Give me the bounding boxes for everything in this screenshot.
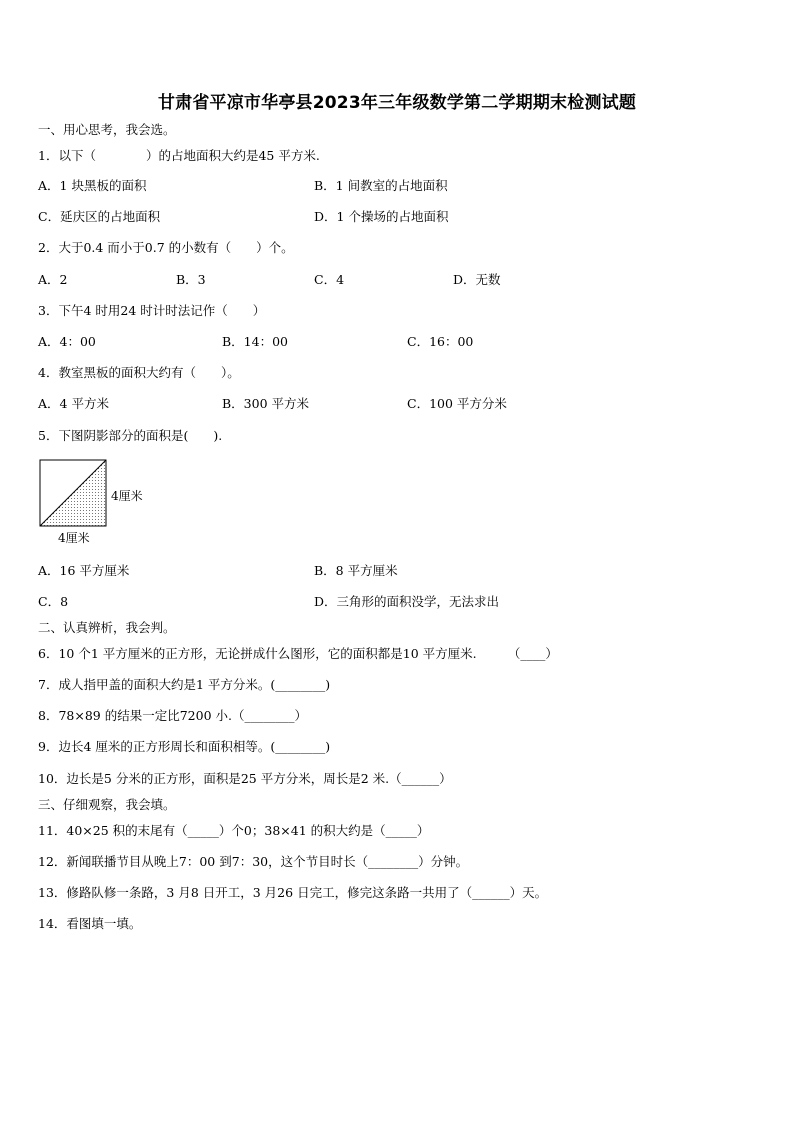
question-4-option-a: A．4 平方米	[38, 396, 109, 411]
question-4-option-c: C．100 平方分米	[407, 396, 507, 411]
section-heading-judge: 二、认真辨析，我会判。	[38, 620, 176, 635]
bottom-length-label: 4厘米	[58, 531, 90, 545]
section-heading-choice: 一、用心思考，我会选。	[38, 122, 176, 137]
question-13: 13．修路队修一条路，3 月8 日开工，3 月26 日完工，修完这条路一共用了（______）天。	[38, 885, 548, 900]
question-3-option-a: A．4：00	[38, 334, 96, 349]
question-14: 14．看图填一填。	[38, 916, 142, 931]
question-2-option-c: C．4	[314, 272, 345, 287]
question-1-stem: 1．以下（ ）的占地面积大约是45 平方米.	[38, 148, 320, 163]
page-title: 甘肃省平凉市华亭县2023年三年级数学第二学期期末检测试题	[157, 93, 637, 113]
question-3-stem: 3．下午4 时用24 时计时法记作（ ）	[38, 303, 266, 318]
section-heading-fill: 三、仔细观察，我会填。	[38, 797, 176, 812]
question-5-option-b: B．8 平方厘米	[314, 563, 398, 578]
question-2-option-a: A．2	[38, 272, 68, 287]
question-2-option-d: D．无数	[453, 272, 501, 287]
question-4-stem: 4．教室黑板的面积大约有（ ）。	[38, 365, 240, 380]
question-3-option-b: B．14：00	[222, 334, 288, 349]
question-2-stem: 2．大于0.4 而小于0.7 的小数有（ ）个。	[38, 240, 294, 255]
question-5-stem: 5．下图阴影部分的面积是( ).	[38, 428, 223, 443]
question-1-option-d: D．1 个操场的占地面积	[314, 209, 449, 224]
question-1-option-a: A．1 块黑板的面积	[38, 178, 147, 193]
question-3-option-c: C．16：00	[407, 334, 474, 349]
question-5-option-c: C．8	[38, 594, 69, 609]
question-5-option-a: A．16 平方厘米	[38, 563, 130, 578]
question-5-option-d: D．三角形的面积没学，无法求出	[314, 594, 500, 609]
question-12: 12．新闻联播节目从晚上7：00 到7：30，这个节目时长（________）分钟。	[38, 854, 469, 869]
side-length-label: 4厘米	[111, 489, 143, 503]
question-1-option-c: C．延庆区的占地面积	[38, 209, 161, 224]
question-2-option-b: B．3	[176, 272, 206, 287]
question-4-option-b: B．300 平方米	[222, 396, 310, 411]
question-8: 8．78×89 的结果一定比7200 小.（________）	[38, 708, 307, 723]
question-10: 10．边长是5 分米的正方形，面积是25 平方分米，周长是2 米.（______）	[38, 771, 452, 786]
question-6: 6．10 个1 平方厘米的正方形，无论拼成什么图形，它的面积都是10 平方厘米. （____）	[38, 646, 558, 661]
question-7: 7．成人指甲盖的面积大约是1 平方分米。(________)	[38, 677, 331, 692]
question-11: 11．40×25 积的末尾有（_____）个0；38×41 的积大约是（_____）	[38, 823, 430, 838]
question-1-option-b: B．1 间教室的占地面积	[314, 178, 448, 193]
question-9: 9．边长4 厘米的正方形周长和面积相等。(________)	[38, 739, 331, 754]
